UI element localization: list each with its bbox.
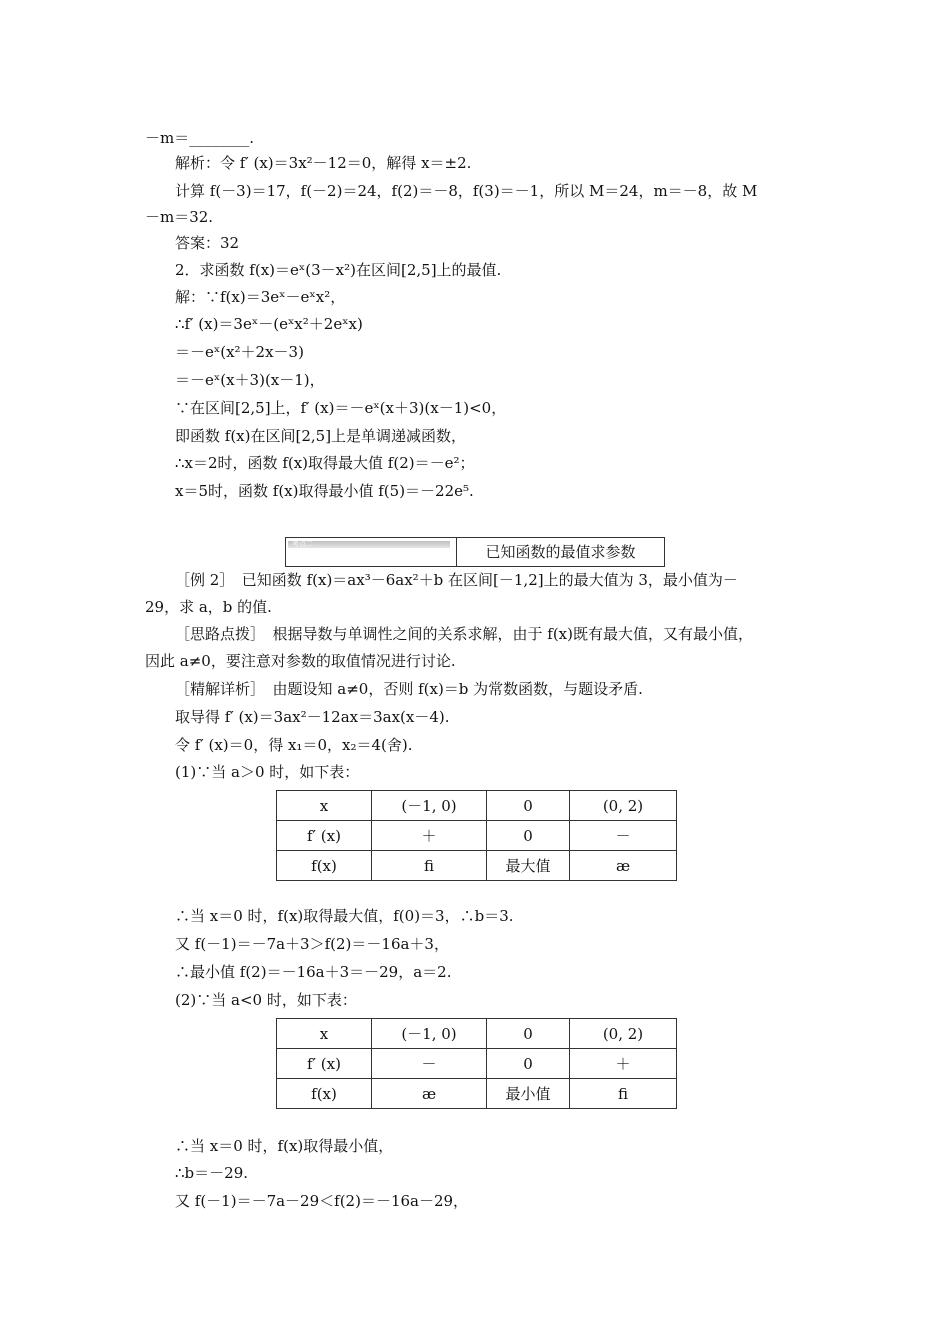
text-line: ＝－eˣ(x²＋2x－3) [175,343,304,361]
table-cell: － [372,1049,487,1079]
text-line: (2)∵当 a<0 时，如下表： [175,991,357,1009]
text-line: ［例 2］ 已知函数 f(x)＝ax³－6ax²＋b 在区间[－1,2]上的最大值为 3，最小值为－ [175,571,738,589]
text-line: 令 f′ (x)＝0，得 x₁＝0，x₂＝4(舍). [175,736,413,754]
sign-table-2 [276,1018,677,1109]
table-cell: 0 [487,791,570,821]
text-line: ∴f′ (x)＝3eˣ－(eˣx²＋2eˣx) [175,315,363,333]
table-cell: f′ (x) [277,821,372,851]
table-cell: (0, 2) [570,1019,677,1049]
table-cell: 最大值 [487,851,570,881]
table-cell: 0 [487,1019,570,1049]
section-title: 已知函数的最值求参数 [485,543,636,561]
text-line: 即函数 f(x)在区间[2,5]上是单调递减函数， [175,427,467,445]
table-cell: ＋ [570,1049,677,1079]
table-row [277,1019,677,1049]
text-line: ∴b＝－29. [175,1164,249,1182]
text-line: 2．求函数 f(x)＝eˣ(3－x²)在区间[2,5]上的最值. [175,261,502,279]
text-line: (1)∵当 a＞0 时，如下表： [175,763,360,781]
text-line: －m＝________. [145,129,254,147]
text-line: －m＝32. [145,208,214,226]
text-line: 又 f(－1)＝－7a－29＜f(2)＝－16a－29， [175,1192,469,1210]
text-line: 计算 f(－3)＝17，f(－2)＝24，f(2)＝－8，f(3)＝－1，所以 M＝24，m＝－8，故 M [175,182,758,200]
table-row [277,821,677,851]
table-cell: (－1, 0) [372,791,487,821]
text-line: 因此 a≠0，要注意对参数的取值情况进行讨论. [145,652,456,670]
table-cell: ＋ [372,821,487,851]
text-line: ∴当 x＝0 时，f(x)取得最小值， [175,1137,394,1155]
table-cell: æ [570,851,677,881]
section-header [285,537,665,567]
text-line: 29，求 a，b 的值. [145,598,272,616]
table-cell: 0 [487,1049,570,1079]
section-tag-label: 考点二 [292,540,313,548]
table-cell: 0 [487,821,570,851]
table-cell: － [570,821,677,851]
text-line: 又 f(－1)＝－7a＋3＞f(2)＝－16a＋3， [175,935,449,953]
text-line: ［思路点拨］ 根据导数与单调性之间的关系求解，由于 f(x)既有最大值，又有最小值， [175,625,753,643]
table-cell: f′ (x) [277,1049,372,1079]
text-line: ∴x＝2时，函数 f(x)取得最大值 f(2)＝－e²； [175,454,475,472]
table-cell: ﬁ [372,851,487,881]
text-line: 取导得 f′ (x)＝3ax²－12ax＝3ax(x－4). [175,708,450,726]
section-tag [286,538,457,566]
text-line: 解：∵f(x)＝3eˣ－eˣx²， [175,288,346,306]
text-line: ＝－eˣ(x＋3)(x－1)， [175,371,325,389]
table-cell: (0, 2) [570,791,677,821]
table-cell: æ [372,1079,487,1109]
text-line: ［精解详析］ 由题设知 a≠0，否则 f(x)＝b 为常数函数，与题设矛盾. [175,680,643,698]
table-row [277,1049,677,1079]
text-line: 解析：令 f′ (x)＝3x²－12＝0，解得 x＝±2. [175,154,472,172]
text-line: ∵在区间[2,5]上，f′ (x)＝－eˣ(x＋3)(x－1)<0， [175,399,507,417]
text-line: ∴最小值 f(2)＝－16a＋3＝－29，a＝2. [175,963,452,981]
table-row [277,1079,677,1109]
table-cell: (－1, 0) [372,1019,487,1049]
sign-table-1 [276,790,677,881]
table-cell: x [277,791,372,821]
table-cell: x [277,1019,372,1049]
text-line: ∴当 x＝0 时，f(x)取得最大值，f(0)＝3，∴b＝3. [175,907,514,925]
table-cell: f(x) [277,1079,372,1109]
table-cell: 最小值 [487,1079,570,1109]
text-line: 答案：32 [175,234,240,252]
table-cell: ﬁ [570,1079,677,1109]
text-line: x＝5时，函数 f(x)取得最小值 f(5)＝－22e⁵. [175,482,474,500]
table-row [277,791,677,821]
table-cell: f(x) [277,851,372,881]
table-row [277,851,677,881]
